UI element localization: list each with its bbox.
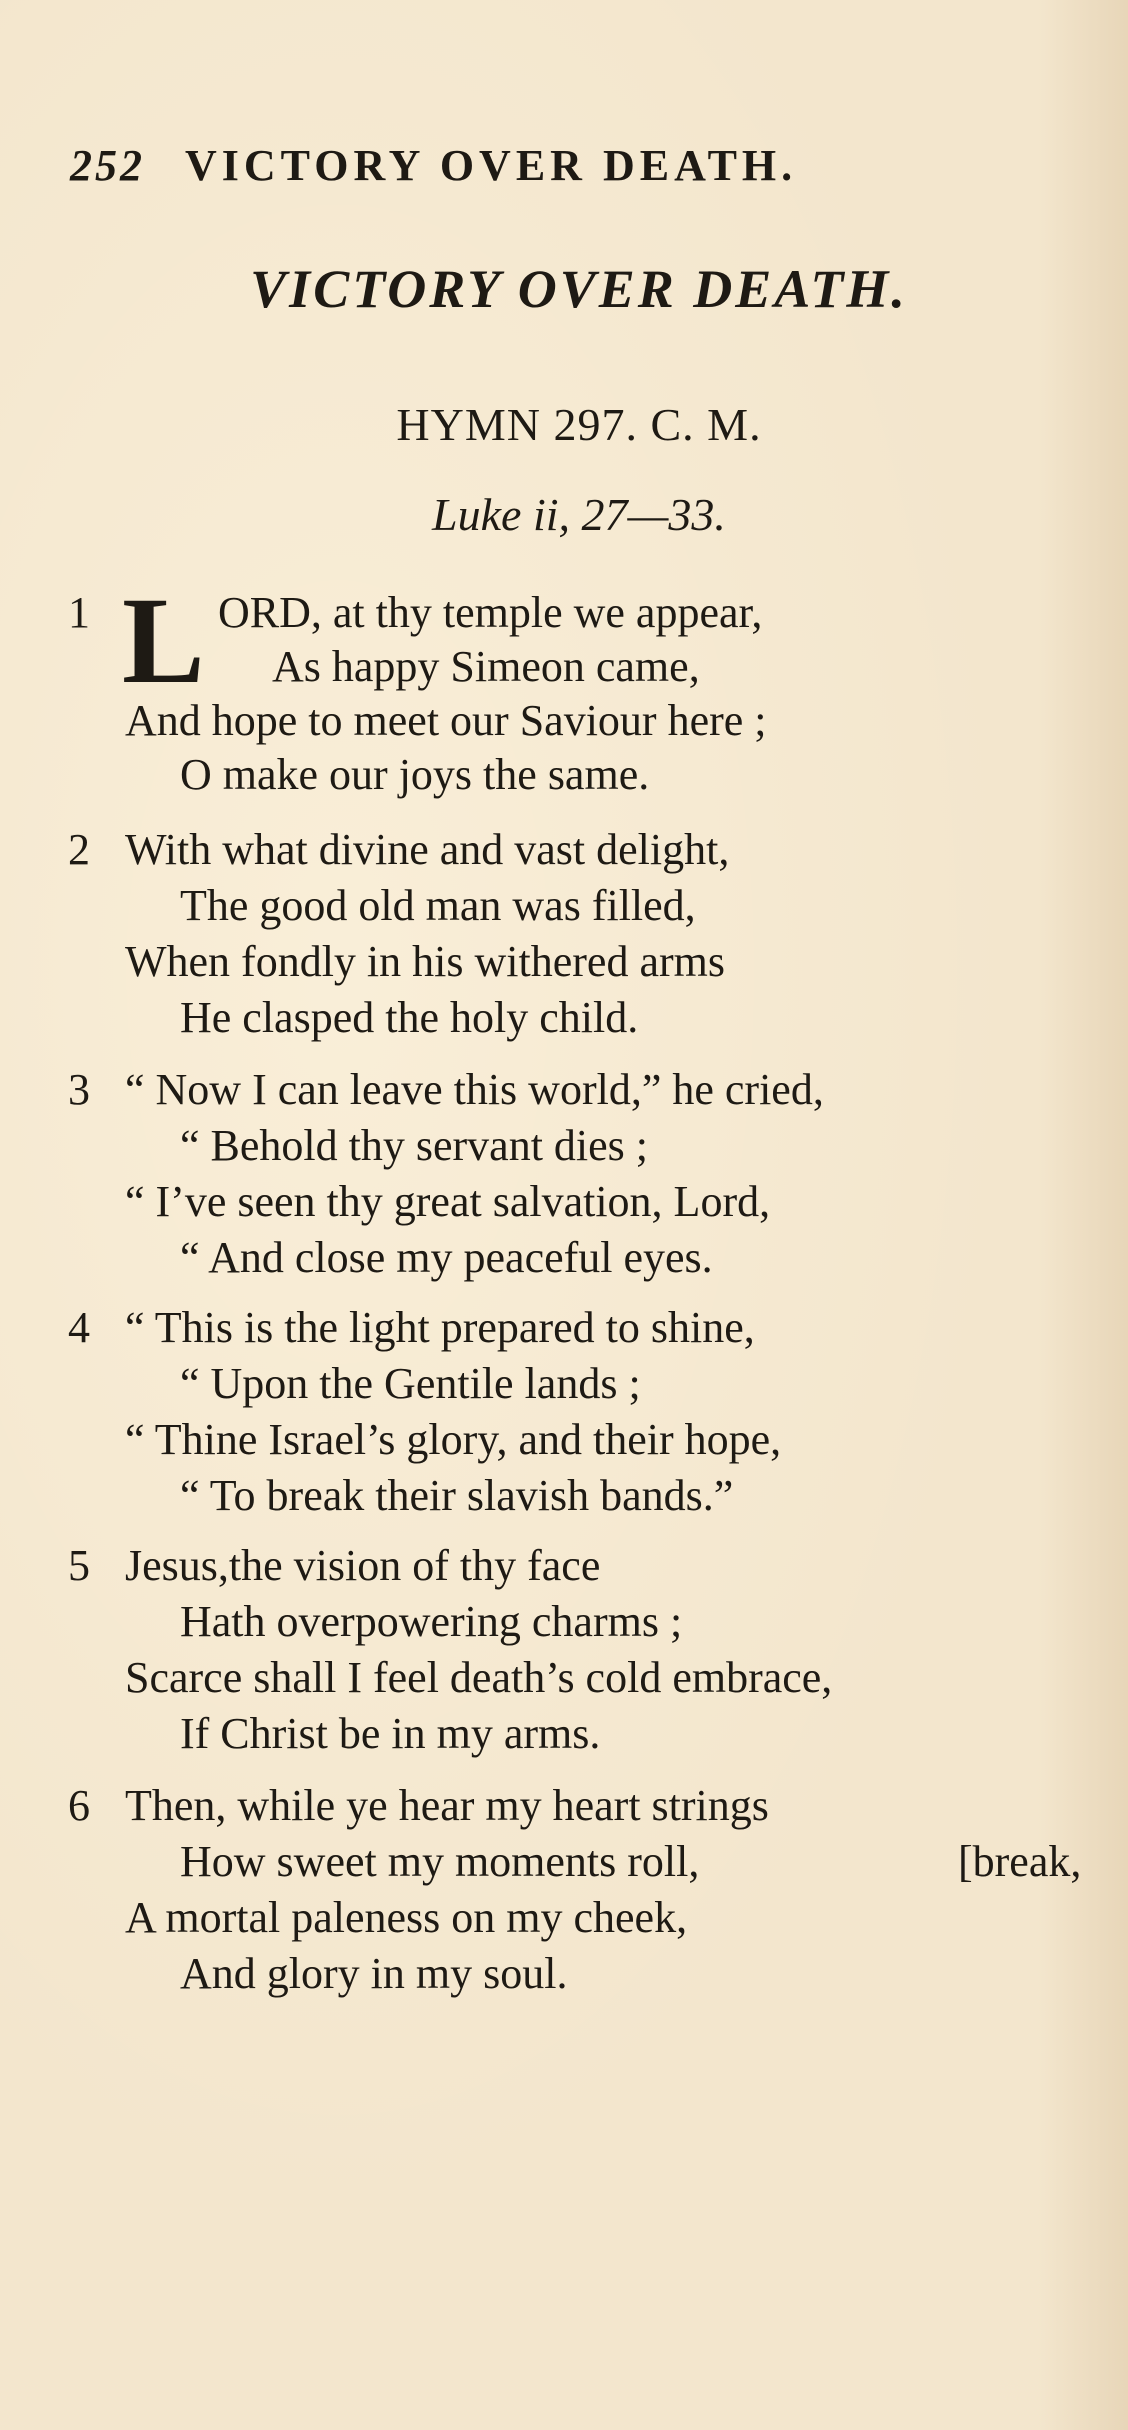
stanza-line: “ Now I can leave this world,” he cried, xyxy=(125,1065,824,1114)
stanza-line: And glory in my soul. xyxy=(180,1949,568,1998)
verse-number: 1 xyxy=(68,588,90,637)
stanza-line: “ To break their slavish bands.” xyxy=(180,1471,734,1520)
stanza-line: A mortal paleness on my cheek, xyxy=(125,1893,688,1942)
stanza-line: “ Behold thy servant dies ; xyxy=(180,1121,649,1170)
verse-number: 6 xyxy=(68,1781,90,1830)
stanza-line: He clasped the holy child. xyxy=(180,993,639,1042)
stanza-line: ORD, at thy temple we appear, xyxy=(218,588,763,637)
hymn-heading: HYMN 297. C. M. xyxy=(396,399,762,450)
running-title: VICTORY OVER DEATH. xyxy=(185,141,798,190)
stanza-line: Jesus,the vision of thy face xyxy=(125,1541,601,1590)
stanza-line: As happy Simeon came, xyxy=(272,642,700,691)
scripture-reference: Luke ii, 27—33. xyxy=(432,489,726,540)
verse-number: 2 xyxy=(68,825,90,874)
page-number: 252 xyxy=(70,141,145,190)
verse-number: 3 xyxy=(68,1065,90,1114)
stanza-line: Then, while ye hear my heart strings xyxy=(125,1781,769,1830)
stanza-line: And hope to meet our Saviour here ; xyxy=(125,696,767,745)
drop-cap: L xyxy=(122,572,205,709)
stanza-line: The good old man was filled, xyxy=(180,881,696,930)
running-head xyxy=(70,140,797,191)
verse-number: 5 xyxy=(68,1541,90,1590)
stanza-line: “ Upon the Gentile lands ; xyxy=(180,1359,641,1408)
stanza-line: If Christ be in my arms. xyxy=(180,1709,601,1758)
stanza-line: When fondly in his withered arms xyxy=(125,937,725,986)
turnover-word: [break, xyxy=(958,1837,1082,1886)
stanza-line: Scarce shall I feel death’s cold embrace, xyxy=(125,1653,833,1702)
stanza-line: Hath overpowering charms ; xyxy=(180,1597,683,1646)
verse-number: 4 xyxy=(68,1303,90,1352)
stanza-line: “ Thine Israel’s glory, and their hope, xyxy=(125,1415,782,1464)
stanza-line: “ This is the light prepared to shine, xyxy=(125,1303,755,1352)
section-title: VICTORY OVER DEATH. xyxy=(250,259,908,319)
stanza-line: “ I’ve seen thy great salvation, Lord, xyxy=(125,1177,771,1226)
stanza-line: With what divine and vast delight, xyxy=(125,825,730,874)
stanza-line: O make our joys the same. xyxy=(180,750,650,799)
stanza-line: How sweet my moments roll, xyxy=(180,1837,700,1886)
stanza-line: “ And close my peaceful eyes. xyxy=(180,1233,713,1282)
